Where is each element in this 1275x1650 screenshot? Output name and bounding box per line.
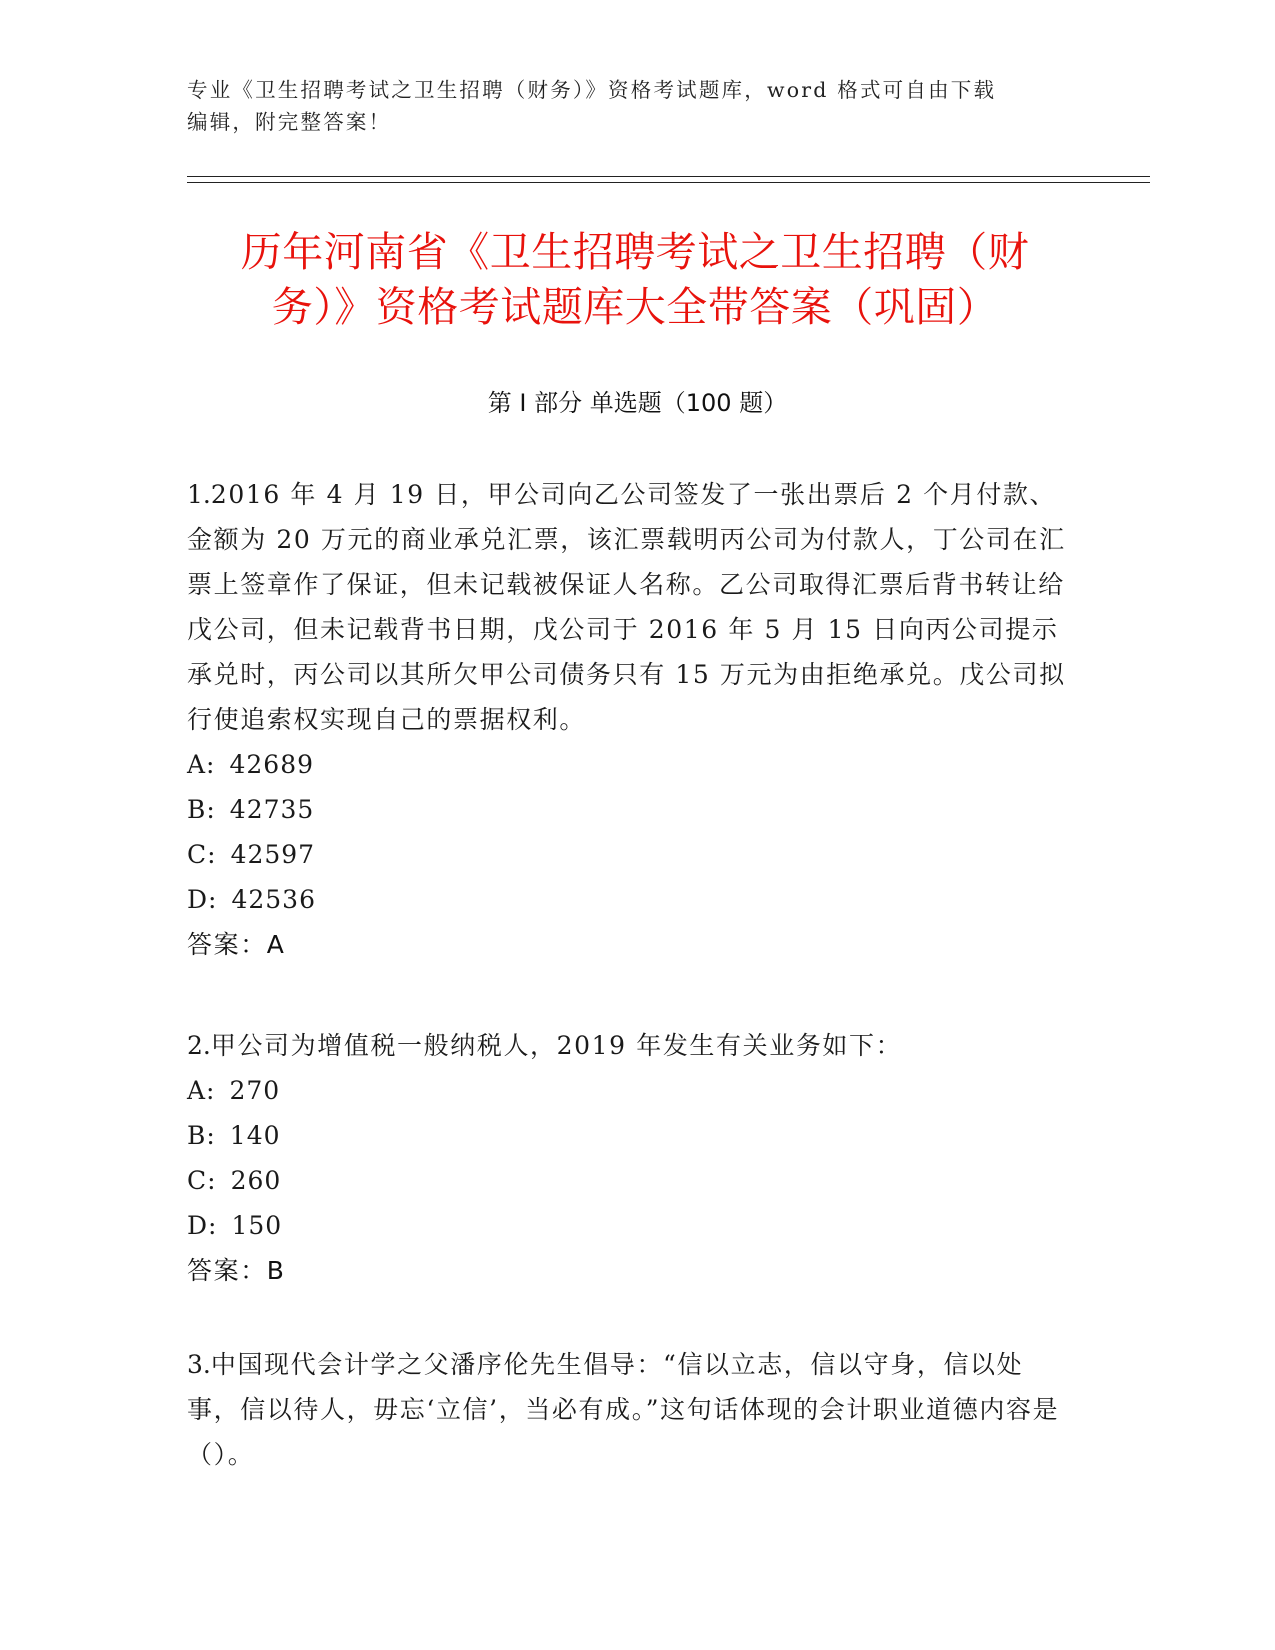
option-value: 42536 (231, 885, 316, 914)
question-1 (187, 472, 1067, 967)
question-2-text (187, 1023, 1067, 1068)
document-title-line-2: 务）》资格考试题库大全带答案（巩固） (271, 283, 999, 331)
question-3-number: 3. (187, 1350, 211, 1379)
option-value: 42689 (229, 750, 315, 779)
question-3 (187, 1342, 1067, 1477)
question-1-option-c (187, 832, 1067, 877)
option-value: 140 (229, 1121, 281, 1150)
option-letter: A: (187, 1076, 216, 1105)
question-3-text (187, 1342, 1067, 1477)
option-value: 260 (230, 1166, 282, 1195)
option-letter: D: (187, 885, 218, 914)
section-heading: 第 I 部分 单选题（100 题） (487, 389, 788, 417)
header-note-line-2: 编辑，附完整答案！ (187, 110, 392, 134)
question-2 (187, 1023, 1067, 1293)
question-2-option-a (187, 1068, 1067, 1113)
header-divider-bottom (187, 182, 1150, 183)
question-1-number: 1. (187, 480, 211, 509)
option-letter: B: (187, 795, 216, 824)
header-note-line-1: 专业《卫生招聘考试之卫生招聘（财务）》资格考试题库，word 格式可自由下载 (187, 78, 997, 102)
question-2-option-b (187, 1113, 1067, 1158)
question-2-answer: 答案：B (187, 1256, 286, 1285)
option-letter: D: (187, 1211, 218, 1240)
question-2-option-c (187, 1158, 1067, 1203)
question-2-body: 甲公司为增值税一般纳税人，2019 年发生有关业务如下： (210, 1031, 903, 1060)
question-3-body: 中国现代会计学之父潘序伦先生倡导：“信以立志，信以守身，信以处事，信以待人，毋忘‘立信’，当必有成。”这句话体现的会计职业道德内容是（）。 (187, 1350, 1060, 1469)
option-letter: C: (187, 840, 217, 869)
document-title-line-1: 历年河南省《卫生招聘考试之卫生招聘（财 (240, 228, 1030, 276)
question-2-number: 2. (187, 1031, 211, 1060)
option-value: 42597 (230, 840, 316, 869)
question-1-text (187, 472, 1067, 742)
option-value: 270 (229, 1076, 281, 1105)
question-1-option-d (187, 877, 1067, 922)
document-title (195, 225, 1075, 335)
option-letter: B: (187, 1121, 216, 1150)
question-2-option-d (187, 1203, 1067, 1248)
option-letter: C: (187, 1166, 217, 1195)
question-1-body: 2016 年 4 月 19 日，甲公司向乙公司签发了一张出票后 2 个月付款、金额为 20 万元的商业承兑汇票，该汇票载明丙公司为付款人，丁公司在汇票上签章作了保证，但未记载被保证人名称。乙公司取得汇票后背书转让给戊公司，但未记载背书日期，戊公司于 2016 年 5 月 15 日向丙公司提示承兑时，丙公司以其所欠甲公司债务只有 15 万元为由拒绝承兑。戊公司拟行使追索权实现自己的票据权利。 (187, 480, 1066, 734)
question-1-option-a (187, 742, 1067, 787)
header-divider-top (187, 176, 1150, 177)
option-value: 42735 (229, 795, 315, 824)
header-note (187, 74, 1067, 138)
option-letter: A: (187, 750, 216, 779)
question-1-option-b (187, 787, 1067, 832)
question-1-answer: 答案：A (187, 930, 286, 959)
option-value: 150 (231, 1211, 283, 1240)
